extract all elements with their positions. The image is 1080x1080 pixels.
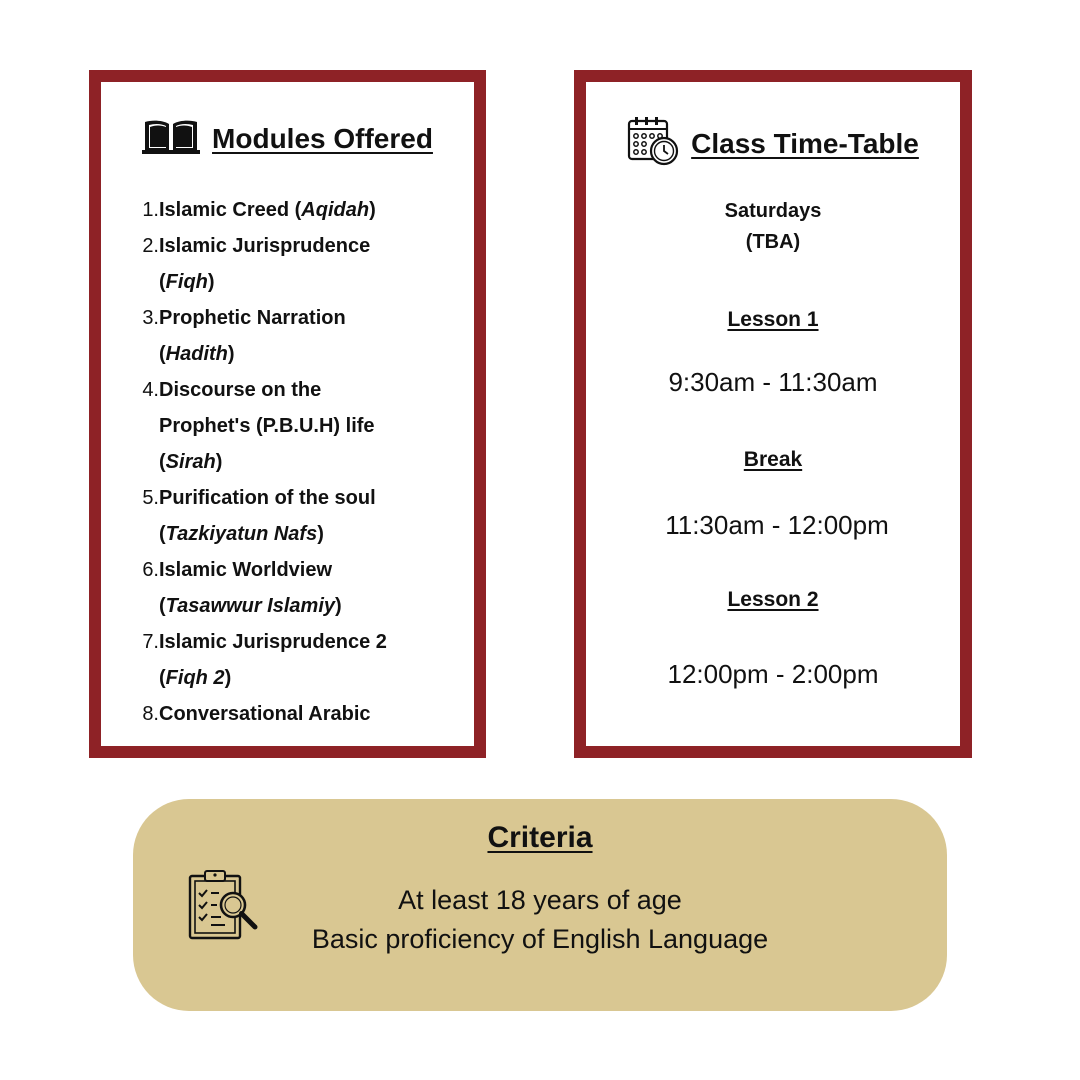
- modules-card: [89, 70, 486, 758]
- modules-title: Modules Offered: [212, 122, 433, 154]
- module-name-text: (: [159, 523, 166, 545]
- module-name-line: [159, 624, 466, 660]
- module-name-text: ): [317, 523, 324, 545]
- module-name-text: Islamic Worldview: [159, 559, 333, 581]
- module-name-italic: Tazkiyatun Nafs: [165, 523, 318, 545]
- module-item: [129, 372, 466, 480]
- module-name-line: [159, 660, 466, 696]
- module-name-line: [159, 336, 466, 372]
- module-name-text: Islamic Jurisprudence: [159, 235, 371, 257]
- calendar-clock-icon: [627, 116, 679, 171]
- module-name-text: Conversational Arabic: [159, 703, 371, 725]
- module-name-line: [159, 228, 466, 264]
- module-number: 5.: [142, 487, 159, 509]
- break-label: Break: [743, 448, 803, 471]
- module-name: [159, 192, 466, 228]
- module-item: [129, 624, 466, 696]
- module-name-line: [159, 480, 466, 516]
- module-number: 3.: [142, 307, 159, 329]
- criteria-line-english: Basic proficiency of English Language: [311, 924, 769, 954]
- module-name-italic: Hadith: [165, 343, 228, 365]
- lesson2-time: 12:00pm - 2:00pm: [667, 659, 879, 689]
- module-name-text: (: [159, 343, 166, 365]
- criteria-box: [133, 799, 947, 1011]
- module-number: 7.: [142, 631, 159, 653]
- module-name-line: [159, 588, 466, 624]
- module-name: [159, 300, 466, 372]
- module-item: [129, 552, 466, 624]
- module-name-text: ): [224, 667, 232, 689]
- module-name-text: (: [159, 595, 166, 617]
- module-number: 8.: [142, 703, 159, 725]
- module-number: 4.: [142, 379, 159, 401]
- module-name-text: (: [159, 451, 166, 473]
- modules-list: [129, 192, 466, 732]
- module-number: 6.: [142, 559, 159, 581]
- module-name-line: [159, 192, 466, 228]
- module-item: [129, 300, 466, 372]
- timetable-day-note: (TBA): [745, 231, 801, 253]
- module-name-text: (: [159, 667, 166, 689]
- criteria-title: Criteria: [487, 821, 593, 854]
- module-name-text: Islamic Creed (: [159, 199, 302, 221]
- module-name-italic: Aqidah: [301, 199, 370, 221]
- module-name-line: [159, 300, 466, 336]
- module-name-text: Prophetic Narration: [159, 307, 346, 329]
- open-book-icon: [142, 116, 200, 161]
- module-item: [129, 480, 466, 552]
- module-name-line: [159, 552, 466, 588]
- module-name-text: ): [335, 595, 342, 617]
- module-name-text: ): [215, 451, 223, 473]
- module-item: [129, 192, 466, 228]
- module-name-text: Discourse on the: [159, 379, 322, 401]
- module-name-text: Islamic Jurisprudence 2: [159, 631, 387, 653]
- timetable-title: Class Time-Table: [691, 127, 919, 159]
- module-name: [159, 480, 466, 552]
- module-name-text: ): [369, 199, 376, 221]
- module-name-text: Prophet's (P.B.U.H) life: [159, 415, 375, 437]
- lesson1-time: 9:30am - 11:30am: [668, 367, 878, 397]
- timetable-header: [586, 116, 960, 171]
- module-name-line: [159, 408, 466, 444]
- lesson1-label: Lesson 1: [727, 308, 819, 331]
- module-name-line: [159, 372, 466, 408]
- module-name: [159, 552, 466, 624]
- module-item: [129, 696, 466, 732]
- module-name: [159, 372, 466, 480]
- modules-header: [101, 116, 474, 161]
- module-name-text: ): [207, 271, 215, 293]
- module-name-line: [159, 696, 466, 732]
- module-name: [159, 624, 466, 696]
- timetable-day: Saturdays: [724, 200, 822, 222]
- module-name-italic: Fiqh: [165, 271, 208, 293]
- module-number: 2.: [142, 235, 159, 257]
- module-name-italic: Fiqh 2: [165, 667, 225, 689]
- module-name-text: (: [159, 271, 166, 293]
- module-name-text: Purification of the soul: [159, 487, 376, 509]
- criteria-line-age: At least 18 years of age: [398, 885, 682, 915]
- module-name: [159, 228, 466, 300]
- break-time: 11:30am - 12:00pm: [665, 510, 889, 540]
- module-number: 1.: [142, 199, 159, 221]
- module-name-line: [159, 444, 466, 480]
- lesson2-label: Lesson 2: [727, 588, 819, 611]
- timetable-card: [574, 70, 972, 758]
- module-name-line: [159, 264, 466, 300]
- module-name-text: ): [227, 343, 235, 365]
- module-name-italic: Tasawwur Islamiy: [165, 595, 336, 617]
- module-name-italic: Sirah: [165, 451, 216, 473]
- module-name: [159, 696, 466, 732]
- module-item: [129, 228, 466, 300]
- module-name-line: [159, 516, 466, 552]
